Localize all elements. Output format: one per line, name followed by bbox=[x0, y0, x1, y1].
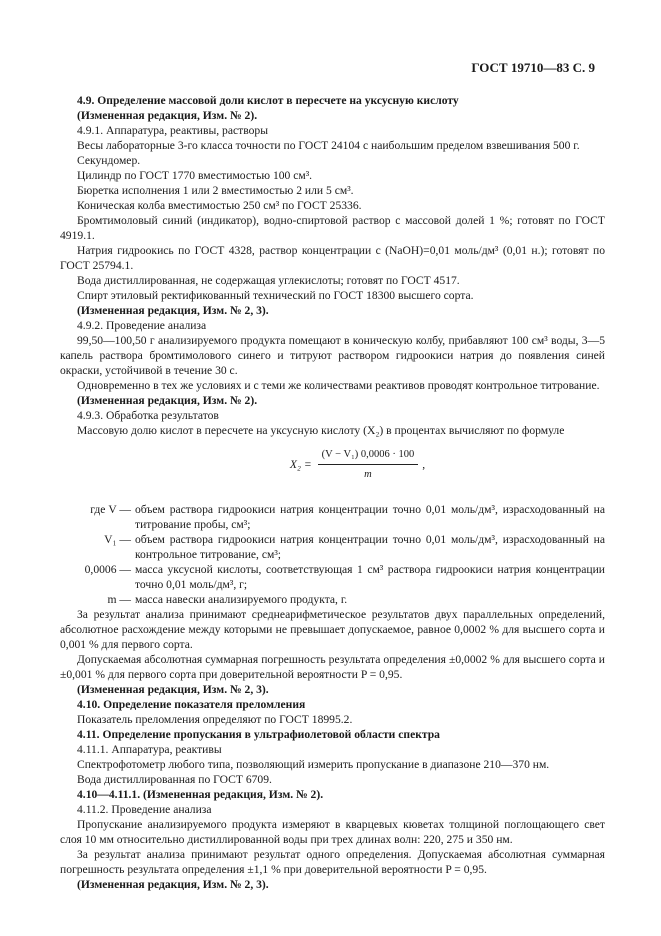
variable-definitions bbox=[60, 502, 605, 607]
edition-note: 4.10—4.11.1. (Измененная редакция, Изм. № 2). bbox=[77, 788, 324, 801]
paragraph-ethanol: Спирт этиловый ректификованный технический по ГОСТ 18300 высшего сорта. bbox=[77, 289, 474, 302]
paragraph-control: Одновременно в тех же условиях и с теми же количествами реактивов проводят контрольное титрование. bbox=[77, 379, 600, 392]
formula-lhs: X₂ = bbox=[289, 457, 312, 471]
formula-tail: , bbox=[422, 457, 426, 471]
edition-note: (Измененная редакция, Изм. № 2, 3). bbox=[77, 878, 269, 891]
edition-note: (Измененная редакция, Изм. № 2, 3). bbox=[77, 683, 269, 696]
edition-note: (Измененная редакция, Изм. № 2, 3). bbox=[77, 304, 269, 317]
paragraph-water-distilled: Вода дистиллированная по ГОСТ 6709. bbox=[77, 773, 272, 786]
formula-numerator: (V − V₁) 0,0006 · 100 bbox=[318, 447, 419, 465]
paragraph-flask: Коническая колба вместимостью 250 см³ по ГОСТ 25336. bbox=[77, 199, 362, 212]
subsection-4-9-2: 4.9.2. Проведение анализа bbox=[77, 319, 207, 332]
paragraph-result: За результат анализа принимают среднеарифметическое результатов двух параллельных определений, абсолютное расхождение между которыми не превышает допускаемое, равное 0,0002 % для высшего сорта и 0,001 % для первого сорта. bbox=[60, 608, 605, 651]
section-4-10-title: 4.10. Определение показателя преломления bbox=[77, 698, 306, 711]
definition-label: V₁ — bbox=[104, 533, 131, 546]
paragraph-stopwatch: Секундомер. bbox=[77, 154, 141, 167]
definition-text: масса уксусной кислоты, соответствующая 1 см³ раствора гидроокиси натрия концентрации точно 0,01 моль/дм³, г; bbox=[135, 563, 605, 591]
section-4-9-title: 4.9. Определение массовой доли кислот в пересчете на уксусную кислоту bbox=[77, 94, 459, 107]
page-header: ГОСТ 19710—83 С. 9 bbox=[471, 60, 595, 75]
definition-row bbox=[60, 562, 605, 592]
subsection-4-11-2: 4.11.2. Проведение анализа bbox=[77, 803, 212, 816]
definition-row bbox=[60, 532, 605, 562]
paragraph-cylinder: Цилиндр по ГОСТ 1770 вместимостью 100 см³. bbox=[77, 169, 313, 182]
paragraph-water: Вода дистиллированная, не содержащая углекислоты; готовят по ГОСТ 4517. bbox=[77, 274, 460, 287]
definition-label: где V — bbox=[90, 503, 131, 516]
paragraph-transmission: Пропускание анализируемого продукта измеряют в кварцевых кюветах толщиной поглощающего свет слоя 10 мм относительно дистиллированной воды при трех длинах волн: 220, 275 и 350 нм. bbox=[60, 818, 605, 846]
paragraph-refraction: Показатель преломления определяют по ГОСТ 18995.2. bbox=[77, 713, 353, 726]
definition-label: m — bbox=[107, 593, 131, 606]
edition-note: (Измененная редакция, Изм. № 2). bbox=[77, 394, 258, 407]
section-4-11-title: 4.11. Определение пропускания в ультрафиолетовой области спектра bbox=[77, 728, 440, 741]
subsection-4-9-1: 4.9.1. Аппаратура, реактивы, растворы bbox=[77, 124, 268, 137]
paragraph-burette: Бюретка исполнения 1 или 2 вместимостью 2 или 5 см³. bbox=[77, 184, 354, 197]
paragraph-procedure: 99,50—100,50 г анализируемого продукта помещают в коническую колбу, прибавляют 100 см³ воды, 3—5 капель раствора бромтимолового синего и титруют раствором гидроокиси натрия до появления синей окраски, устойчивой в течение 30 с. bbox=[60, 334, 605, 377]
paragraph-indicator: Бромтимоловый синий (индикатор), водно-спиртовой раствор с массовой долей 1 %; готовят по ГОСТ 4919.1. bbox=[60, 214, 605, 242]
paragraph-calculation: Массовую долю кислот в пересчете на уксусную кислоту (X₂) в процентах вычисляют по формуле bbox=[77, 424, 565, 437]
definition-text: объем раствора гидроокиси натрия концентрации точно 0,01 моль/дм³, израсходованный на контрольное титрование, см³; bbox=[135, 533, 605, 561]
subsection-4-11-1: 4.11.1. Аппаратура, реактивы bbox=[77, 743, 222, 756]
paragraph-spectrophotometer: Спектрофотометр любого типа, позволяющий измерить пропускание в диапазоне 210—370 нм. bbox=[77, 758, 550, 771]
paragraph-naoh: Натрия гидроокись по ГОСТ 4328, раствор концентрации c (NaOH)=0,01 моль/дм³ (0,01 н.); готовят по ГОСТ 25794.1. bbox=[60, 244, 605, 272]
paragraph-error: Допускаемая абсолютная суммарная погрешность результата определения ±0,0002 % для высшего сорта и ±0,001 % для первого сорта при доверительной вероятности P = 0,95. bbox=[60, 653, 605, 681]
document-body bbox=[60, 93, 605, 892]
subsection-4-9-3: 4.9.3. Обработка результатов bbox=[77, 409, 219, 422]
definition-row bbox=[60, 502, 605, 532]
formula-fraction bbox=[318, 447, 419, 482]
edition-note: (Измененная редакция, Изм. № 2). bbox=[77, 109, 258, 122]
paragraph-scales: Весы лабораторные 3-го класса точности по ГОСТ 24104 с наибольшим пределом взвешивания 500 г. bbox=[77, 139, 580, 152]
definition-text: масса навески анализируемого продукта, г. bbox=[135, 593, 348, 606]
definition-row bbox=[60, 592, 605, 607]
formula bbox=[110, 444, 605, 484]
definition-text: объем раствора гидроокиси натрия концентрации точно 0,01 моль/дм³, израсходованный на титрование пробы, см³; bbox=[135, 503, 605, 531]
paragraph-result-uv: За результат анализа принимают результат одного определения. Допускаемая абсолютная суммарная погрешность результата определения ±1,1 % при доверительной вероятности P = 0,95. bbox=[60, 848, 605, 876]
formula-denominator: m bbox=[364, 468, 372, 480]
definition-label: 0,0006 — bbox=[84, 563, 131, 576]
